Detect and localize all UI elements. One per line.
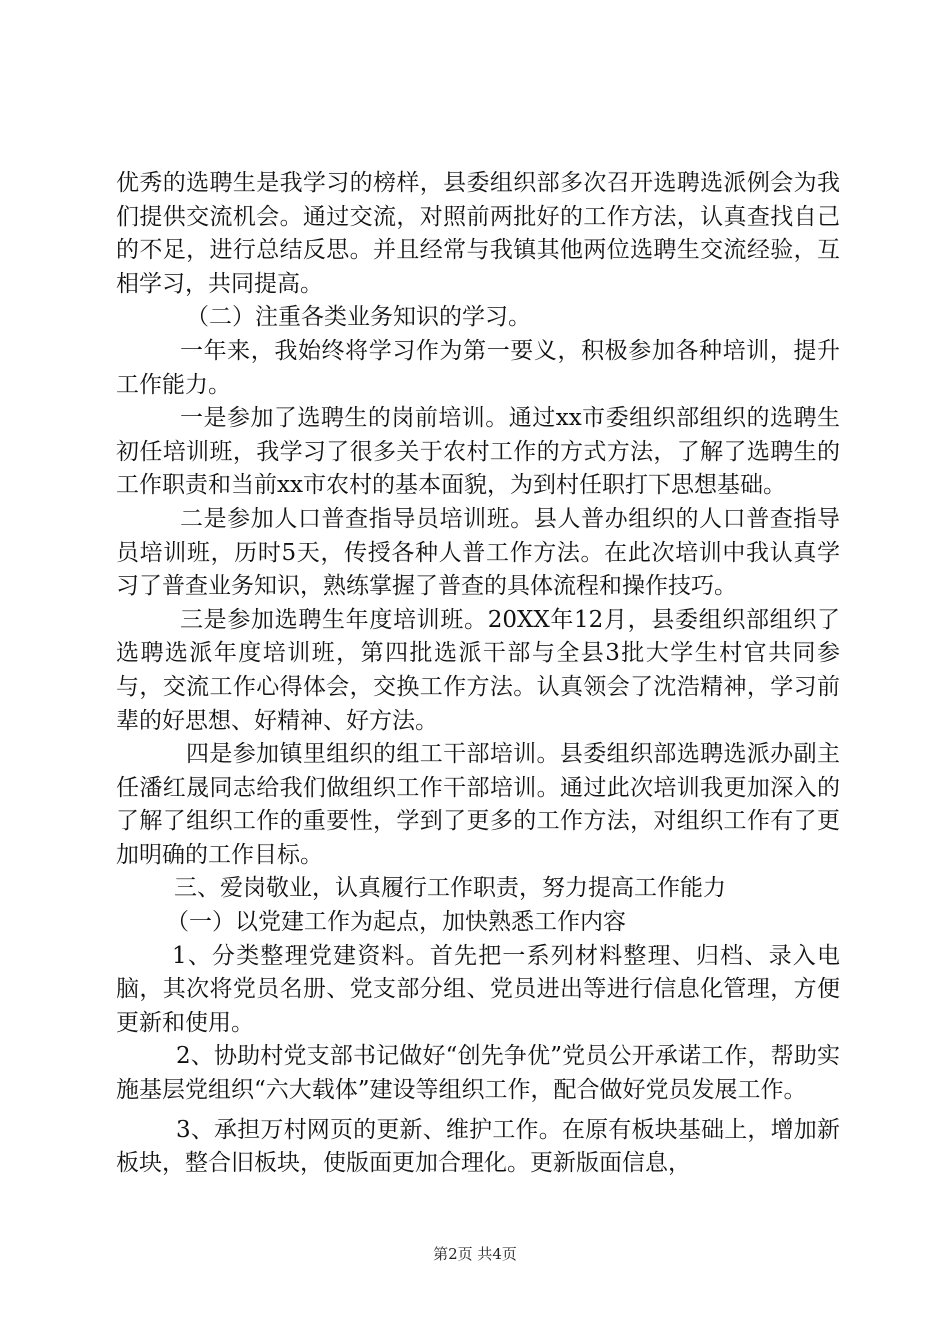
paragraph-7: 四是参加镇里组织的组工干部培训。县委组织部选聘选派办副主任潘红晟同志给我们做组织工作干部培训。通过此次培训我更加深入的了解了组织工作的重要性，学到了更多的工作方法，对组织工作有了更加明确的工作目标。 [116, 741, 840, 868]
subsection-heading-1: （一）以党建工作为起点，加快熟悉工作内容 [166, 909, 626, 936]
paragraph-4: 一是参加了选聘生的岗前培训。通过xx市委组织部组织的选聘生初任培训班，我学习了很多关于农村工作的方式方法，了解了选聘生的工作职责和当前xx市农村的基本面貌，为到村任职打下思想基础。 [116, 405, 840, 499]
paragraph-2: （二）注重各类业务知识的学习。 [186, 304, 531, 331]
paragraph-1: 优秀的选聘生是我学习的榜样，县委组织部多次召开选聘选派例会为我们提供交流机会。通过交流，对照前两批好的工作方法，认真查找自己的不足，进行总结反思。并且经常与我镇其他两位选聘生交流经验，互相学习，共同提高。 [116, 170, 840, 297]
paragraph-6: 三是参加选聘生年度培训班。20XX年12月，县委组织部组织了选聘选派年度培训班，第四批选派干部与全县3批大学生村官共同参与，交流工作心得体会，交换工作方法。认真领会了沈浩精神，学习前辈的好思想、好精神、好方法。 [116, 606, 840, 734]
paragraph-item-1: 1、分类整理党建资料。首先把一系列材料整理、归档、录入电脑，其次将党员名册、党支部分组、党员进出等进行信息化管理，方便更新和使用。 [116, 942, 840, 1036]
paragraph-item-3: 3、承担万村网页的更新、维护工作。在原有板块基础上，增加新板块，整合旧板块，使版面更加合理化。更新版面信息， [116, 1116, 840, 1177]
paragraph-5: 二是参加人口普查指导员培训班。县人普办组织的人口普查指导员培训班，历时5天，传授各种人普工作方法。在此次培训中我认真学习了普查业务知识，熟练掌握了普查的具体流程和操作技巧。 [116, 505, 840, 600]
paragraph-item-2: 2、协助村党支部书记做好“创先争优”党员公开承诺工作，帮助实施基层党组织“六大载体”建设等组织工作，配合做好党员发展工作。 [116, 1043, 840, 1104]
document-body [116, 167, 840, 1181]
paragraph-3: 一年来，我始终将学习作为第一要义，积极参加各种培训，提升工作能力。 [116, 337, 840, 398]
page-footer: 第2页 共4页 [433, 1245, 517, 1263]
section-heading-3: 三、爱岗敬业，认真履行工作职责，努力提高工作能力 [174, 875, 726, 902]
